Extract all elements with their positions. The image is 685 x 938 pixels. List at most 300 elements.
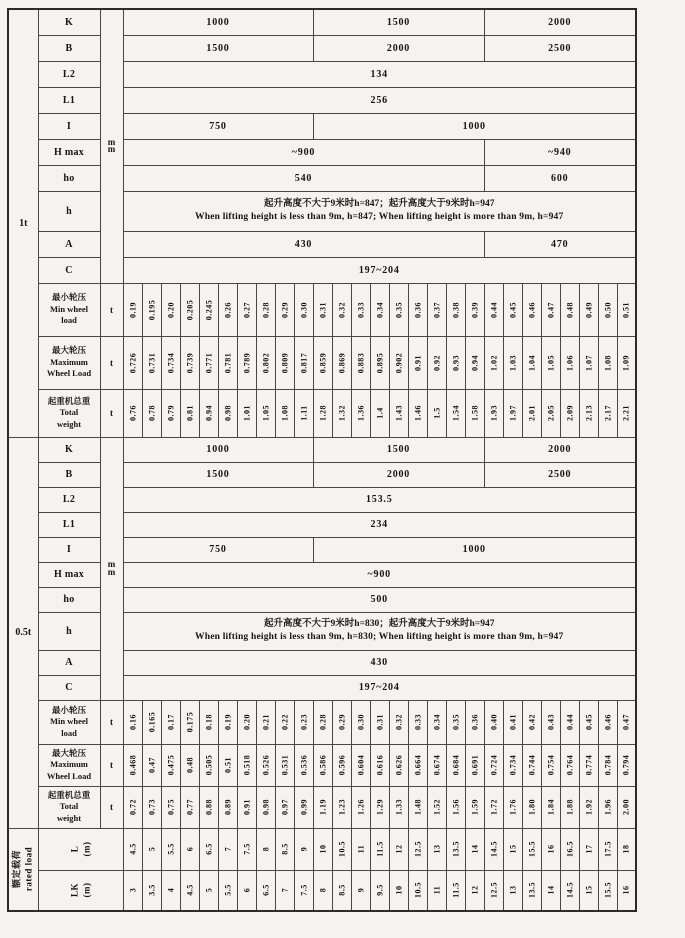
value-cell bbox=[541, 389, 560, 437]
value-cell bbox=[256, 828, 275, 870]
rotated-value: 1.88 bbox=[565, 799, 574, 815]
value-cell bbox=[180, 870, 199, 911]
value-cell bbox=[389, 389, 408, 437]
value-cell bbox=[123, 786, 142, 828]
rotated-value: 0.32 bbox=[337, 301, 346, 318]
rotated-value: 0.34 bbox=[432, 714, 441, 730]
rotated-value: 0.734 bbox=[166, 352, 175, 373]
value-cell bbox=[332, 389, 351, 437]
table-row bbox=[8, 437, 636, 462]
unit-t: t bbox=[100, 744, 123, 786]
value-cell bbox=[427, 283, 446, 336]
value-cell bbox=[522, 283, 541, 336]
rotated-value: 0.93 bbox=[451, 354, 460, 371]
rotated-value: 1.23 bbox=[337, 799, 346, 815]
rotated-value: 11 bbox=[356, 844, 365, 854]
value-cell bbox=[446, 870, 465, 911]
label-line: load bbox=[61, 315, 77, 326]
rotated-value: 11 bbox=[432, 885, 441, 895]
rotated-value: 1.56 bbox=[451, 799, 460, 815]
value-cell bbox=[541, 786, 560, 828]
rotated-value: 0.79 bbox=[166, 405, 175, 421]
value-cell bbox=[123, 828, 142, 870]
rotated-value: 0.809 bbox=[280, 352, 289, 373]
value-cell bbox=[275, 870, 294, 911]
mm-line: m bbox=[107, 144, 116, 155]
rotated-value: 0.98 bbox=[223, 405, 232, 421]
value-cell bbox=[275, 389, 294, 437]
value-cell bbox=[256, 389, 275, 437]
dim-value-cell: 500 bbox=[123, 587, 636, 612]
rotated-value: 0.586 bbox=[318, 754, 327, 776]
value-cell bbox=[389, 283, 408, 336]
rotated-value: 0.35 bbox=[394, 301, 403, 318]
value-cell bbox=[617, 389, 636, 437]
dim-value-cell: 1000 bbox=[313, 537, 636, 562]
table-row bbox=[8, 828, 636, 870]
rotated-value: 0.505 bbox=[204, 754, 213, 776]
unit-t: t bbox=[100, 336, 123, 389]
value-cell bbox=[579, 700, 598, 744]
rotated-value: 14.5 bbox=[565, 882, 574, 899]
rotated-value: 0.37 bbox=[432, 301, 441, 318]
rotated-value: 1.26 bbox=[356, 799, 365, 815]
rotated-value: 0.73 bbox=[147, 799, 156, 815]
rotated-value: 14 bbox=[546, 885, 555, 895]
value-cell bbox=[237, 828, 256, 870]
value-cell bbox=[389, 828, 408, 870]
value-cell bbox=[256, 336, 275, 389]
dim-value-cell: 197~204 bbox=[123, 675, 636, 700]
span-row-label-lk bbox=[38, 870, 123, 911]
value-cell bbox=[579, 744, 598, 786]
rotated-value: 0.21 bbox=[261, 714, 270, 730]
value-cell bbox=[465, 786, 484, 828]
rotated-value: 4.5 bbox=[128, 843, 137, 855]
mm-line: m bbox=[107, 136, 116, 147]
value-cell bbox=[256, 283, 275, 336]
rotated-value: 0.91 bbox=[413, 354, 422, 371]
rotated-value: 0.27 bbox=[242, 301, 251, 318]
value-cell bbox=[313, 283, 332, 336]
label-line: 最大轮压 bbox=[51, 747, 86, 758]
rotated-value: 15.5 bbox=[603, 882, 612, 899]
value-cell bbox=[199, 744, 218, 786]
dim-value-cell: 1000 bbox=[313, 113, 636, 139]
value-cell bbox=[370, 870, 389, 911]
value-cell bbox=[617, 786, 636, 828]
value-cell bbox=[142, 283, 161, 336]
rotated-value: 0.596 bbox=[337, 754, 346, 776]
rotated-value: 0.32 bbox=[394, 714, 403, 730]
span-label-line: LK bbox=[68, 883, 79, 898]
wheel-row-label bbox=[38, 283, 100, 336]
wheel-row-label bbox=[38, 786, 100, 828]
rotated-value: 0.34 bbox=[375, 301, 384, 318]
rotated-value: 1.05 bbox=[261, 405, 270, 421]
rotated-value: 0.744 bbox=[527, 754, 536, 776]
value-cell bbox=[161, 283, 180, 336]
load-section-label: 0.5t bbox=[8, 437, 38, 828]
rotated-value: 2.21 bbox=[621, 405, 631, 421]
label-line: Total bbox=[59, 407, 79, 418]
value-cell bbox=[237, 870, 256, 911]
value-cell bbox=[408, 744, 427, 786]
rotated-value: 0.726 bbox=[128, 352, 137, 373]
value-cell bbox=[180, 786, 199, 828]
value-cell bbox=[560, 336, 579, 389]
label-line: Min wheel bbox=[49, 716, 88, 727]
value-cell bbox=[579, 283, 598, 336]
rotated-value: 0.895 bbox=[375, 352, 384, 373]
table-row bbox=[8, 870, 636, 911]
rotated-value: 0.94 bbox=[204, 405, 213, 421]
label-line: weight bbox=[56, 418, 82, 429]
rotated-value: 16 bbox=[621, 885, 631, 895]
label-line: Wheel Load bbox=[46, 368, 92, 379]
param-label-a: A bbox=[38, 650, 100, 675]
note-line: 起升高度不大于9米时h=830；起升高度大于9米时h=947 bbox=[264, 619, 495, 630]
rotated-value: 0.33 bbox=[413, 714, 422, 730]
value-cell bbox=[161, 700, 180, 744]
rotated-value: 0.97 bbox=[280, 799, 289, 815]
value-cell bbox=[598, 786, 617, 828]
value-cell bbox=[465, 389, 484, 437]
value-cell bbox=[294, 700, 313, 744]
rotated-value: 1.43 bbox=[394, 405, 403, 421]
label-line: Wheel Load bbox=[46, 770, 92, 781]
value-cell bbox=[446, 336, 465, 389]
value-cell bbox=[313, 786, 332, 828]
param-label-k: K bbox=[38, 9, 100, 35]
value-cell bbox=[275, 786, 294, 828]
rotated-value: 2.00 bbox=[621, 799, 631, 815]
value-cell bbox=[199, 700, 218, 744]
rotated-value: 7 bbox=[280, 888, 289, 893]
value-cell bbox=[237, 744, 256, 786]
rotated-value: 0.51 bbox=[621, 301, 631, 318]
value-cell bbox=[484, 283, 503, 336]
rotated-value: 0.28 bbox=[318, 714, 327, 730]
rotated-value: 1.5 bbox=[432, 407, 441, 419]
value-cell bbox=[465, 336, 484, 389]
label-line: Total bbox=[59, 801, 79, 812]
rotated-value: 0.42 bbox=[527, 714, 536, 730]
rotated-value: 0.764 bbox=[565, 754, 574, 776]
rotated-value: 0.47 bbox=[546, 301, 555, 318]
rotated-value: 0.46 bbox=[603, 714, 612, 730]
dim-value-cell: 430 bbox=[123, 650, 636, 675]
value-cell bbox=[161, 870, 180, 911]
value-cell bbox=[123, 283, 142, 336]
param-label-c: C bbox=[38, 675, 100, 700]
value-cell bbox=[617, 700, 636, 744]
rotated-value: 0.724 bbox=[489, 754, 498, 776]
rotated-value: 0.739 bbox=[185, 352, 194, 373]
value-cell bbox=[275, 283, 294, 336]
value-cell bbox=[484, 786, 503, 828]
rotated-value: 8.5 bbox=[337, 884, 346, 896]
rotated-value: 0.91 bbox=[242, 799, 251, 815]
rotated-value: 2.01 bbox=[527, 405, 536, 421]
value-cell bbox=[465, 870, 484, 911]
rotated-value: 5 bbox=[204, 888, 213, 893]
rotated-value: 15.5 bbox=[527, 841, 536, 857]
rotated-value: 0.94 bbox=[470, 354, 479, 371]
value-cell bbox=[313, 744, 332, 786]
dim-value-cell: 256 bbox=[123, 87, 636, 113]
value-cell bbox=[484, 700, 503, 744]
rotated-value: 0.245 bbox=[204, 299, 213, 320]
mm-unit-vertical bbox=[101, 558, 123, 577]
rotated-value: 10 bbox=[394, 885, 403, 895]
value-cell bbox=[161, 828, 180, 870]
value-cell bbox=[351, 336, 370, 389]
dim-value-cell: 1500 bbox=[123, 462, 313, 487]
value-cell bbox=[389, 870, 408, 911]
value-cell bbox=[199, 283, 218, 336]
dim-value-cell: 1000 bbox=[123, 437, 313, 462]
label-line: 起重机总重 bbox=[47, 789, 91, 800]
value-cell bbox=[541, 744, 560, 786]
value-cell bbox=[446, 283, 465, 336]
rotated-value: 12.5 bbox=[413, 841, 422, 857]
value-cell bbox=[142, 786, 161, 828]
dim-value-cell: 2000 bbox=[313, 462, 484, 487]
value-cell bbox=[332, 870, 351, 911]
value-cell bbox=[370, 389, 389, 437]
value-cell bbox=[579, 389, 598, 437]
table-row bbox=[8, 786, 636, 828]
rotated-value: 0.89 bbox=[223, 799, 232, 815]
rotated-value: 13 bbox=[508, 885, 517, 895]
value-cell bbox=[389, 700, 408, 744]
value-cell bbox=[180, 389, 199, 437]
value-cell bbox=[541, 283, 560, 336]
value-cell bbox=[294, 744, 313, 786]
value-cell bbox=[313, 336, 332, 389]
value-cell bbox=[256, 786, 275, 828]
value-cell bbox=[484, 336, 503, 389]
value-cell bbox=[237, 700, 256, 744]
value-cell bbox=[560, 700, 579, 744]
rotated-value: 10.5 bbox=[413, 882, 422, 899]
value-cell bbox=[598, 870, 617, 911]
lifting-height-note-cell bbox=[123, 612, 636, 650]
value-cell bbox=[579, 336, 598, 389]
rotated-value: 2.17 bbox=[603, 405, 612, 421]
rotated-value: 1.06 bbox=[565, 354, 574, 371]
rotated-value: 6 bbox=[242, 888, 251, 893]
value-cell bbox=[351, 786, 370, 828]
rotated-value: 1.93 bbox=[489, 405, 498, 421]
rotated-value: 1.08 bbox=[603, 354, 612, 371]
value-cell bbox=[503, 744, 522, 786]
value-cell bbox=[256, 870, 275, 911]
dim-value-cell: 2500 bbox=[484, 35, 636, 61]
rotated-value: 1.01 bbox=[242, 405, 251, 421]
param-label-l1: L1 bbox=[38, 512, 100, 537]
value-cell bbox=[351, 283, 370, 336]
rotated-value: 0.531 bbox=[280, 754, 289, 776]
rotated-value: 3.5 bbox=[147, 884, 156, 896]
value-cell bbox=[446, 786, 465, 828]
value-cell bbox=[351, 744, 370, 786]
rotated-value: 0.674 bbox=[432, 754, 441, 776]
rotated-value: 0.16 bbox=[128, 714, 137, 730]
rotated-value: 1.07 bbox=[584, 354, 593, 371]
label-line: 最大轮压 bbox=[51, 345, 86, 356]
rotated-value: 0.771 bbox=[204, 352, 213, 373]
value-cell bbox=[408, 283, 427, 336]
rotated-value: 17.5 bbox=[603, 841, 612, 857]
rotated-value: 1.97 bbox=[508, 405, 517, 421]
rotated-value: 1.32 bbox=[337, 405, 346, 421]
value-cell bbox=[484, 744, 503, 786]
rotated-value: 8 bbox=[261, 846, 270, 852]
dim-value-cell: 1500 bbox=[313, 9, 484, 35]
rotated-value: 0.781 bbox=[223, 352, 232, 373]
rotated-value: 9 bbox=[356, 888, 365, 893]
rotated-value: 1.84 bbox=[546, 799, 555, 815]
rotated-value: 0.26 bbox=[223, 301, 232, 318]
value-cell bbox=[218, 870, 237, 911]
rotated-value: 0.468 bbox=[128, 754, 137, 776]
value-cell bbox=[218, 786, 237, 828]
rotated-value: 0.684 bbox=[451, 754, 460, 776]
rotated-value: 0.76 bbox=[128, 405, 137, 421]
rotated-value: 1.09 bbox=[621, 354, 631, 371]
label-line: 最小轮压 bbox=[51, 292, 86, 303]
value-cell bbox=[408, 828, 427, 870]
value-cell bbox=[370, 744, 389, 786]
dim-value-cell: 234 bbox=[123, 512, 636, 537]
rotated-value: 0.817 bbox=[299, 352, 308, 373]
value-cell bbox=[408, 336, 427, 389]
rotated-value: 13.5 bbox=[451, 841, 460, 857]
param-label-i: I bbox=[38, 113, 100, 139]
value-cell bbox=[522, 744, 541, 786]
rotated-value: 16 bbox=[546, 844, 555, 854]
param-label-h-max: H max bbox=[38, 139, 100, 165]
dim-value-cell: 153.5 bbox=[123, 487, 636, 512]
span-label-line: (m) bbox=[80, 882, 91, 898]
value-cell bbox=[446, 389, 465, 437]
rotated-value: 0.869 bbox=[337, 352, 346, 373]
rotated-value: 0.691 bbox=[470, 754, 479, 776]
value-cell bbox=[427, 744, 446, 786]
label-line: Maximum bbox=[50, 356, 88, 367]
label-line: 最小轮压 bbox=[51, 704, 86, 715]
label-line: Min wheel bbox=[49, 303, 88, 314]
value-cell bbox=[560, 744, 579, 786]
value-cell bbox=[142, 700, 161, 744]
rotated-value: 1.03 bbox=[508, 354, 517, 371]
value-cell bbox=[617, 828, 636, 870]
table-row bbox=[8, 283, 636, 336]
span-row-label-l bbox=[38, 828, 123, 870]
rotated-value: 0.664 bbox=[413, 754, 422, 776]
value-cell bbox=[427, 336, 446, 389]
rotated-value: 0.754 bbox=[546, 754, 555, 776]
rotated-value: 17 bbox=[584, 844, 593, 854]
rotated-value: 0.38 bbox=[451, 301, 460, 318]
value-cell bbox=[218, 828, 237, 870]
value-cell bbox=[617, 336, 636, 389]
value-cell bbox=[180, 744, 199, 786]
value-cell bbox=[465, 700, 484, 744]
rotated-value: 0.46 bbox=[527, 301, 536, 318]
value-cell bbox=[275, 828, 294, 870]
rotated-value: 1.36 bbox=[356, 405, 365, 421]
value-cell bbox=[484, 828, 503, 870]
value-cell bbox=[579, 828, 598, 870]
value-cell bbox=[218, 700, 237, 744]
dim-value-cell: 134 bbox=[123, 61, 636, 87]
rotated-value: 0.36 bbox=[413, 301, 422, 318]
value-cell bbox=[142, 744, 161, 786]
value-cell bbox=[332, 336, 351, 389]
value-cell bbox=[579, 786, 598, 828]
wheel-row-label bbox=[38, 336, 100, 389]
value-cell bbox=[199, 336, 218, 389]
param-label-b: B bbox=[38, 35, 100, 61]
note-line: When lifting height is less than 9m, h=830; When lifting height is more than 9m, h=947 bbox=[195, 632, 564, 642]
rotated-value: 0.475 bbox=[166, 754, 175, 776]
rotated-value: 0.45 bbox=[508, 301, 517, 318]
value-cell bbox=[617, 744, 636, 786]
rotated-value: 0.44 bbox=[565, 714, 574, 730]
rotated-value: 1.76 bbox=[508, 799, 517, 815]
rotated-value: 0.22 bbox=[280, 714, 289, 730]
rotated-value: 0.99 bbox=[299, 799, 308, 815]
rotated-value: 0.802 bbox=[261, 352, 270, 373]
value-cell bbox=[180, 283, 199, 336]
rotated-value: 0.20 bbox=[242, 714, 251, 730]
value-cell bbox=[560, 786, 579, 828]
rotated-value: 5.5 bbox=[166, 843, 175, 855]
value-cell bbox=[408, 389, 427, 437]
value-cell bbox=[294, 870, 313, 911]
rotated-value: 0.50 bbox=[603, 301, 612, 318]
value-cell bbox=[180, 700, 199, 744]
table-row bbox=[8, 389, 636, 437]
mm-unit-vertical bbox=[101, 136, 123, 155]
value-cell bbox=[370, 336, 389, 389]
label-line: weight bbox=[56, 812, 82, 823]
span-label-vertical-text bbox=[69, 883, 92, 898]
note-line: 起升高度不大于9米时h=847；起升高度大于9米时h=947 bbox=[264, 199, 495, 210]
dim-value-cell: 540 bbox=[123, 165, 484, 191]
rotated-value: 0.45 bbox=[584, 714, 593, 730]
dim-value-cell: 1500 bbox=[313, 437, 484, 462]
param-label-k: K bbox=[38, 437, 100, 462]
value-cell bbox=[579, 870, 598, 911]
wheel-row-label bbox=[38, 700, 100, 744]
dim-value-cell: 2000 bbox=[484, 437, 636, 462]
value-cell bbox=[427, 786, 446, 828]
span-label-vertical-text bbox=[69, 842, 92, 857]
value-cell bbox=[332, 744, 351, 786]
value-cell bbox=[161, 389, 180, 437]
rotated-value: 8 bbox=[318, 888, 327, 893]
rotated-value: 10.5 bbox=[337, 841, 346, 857]
value-cell bbox=[427, 389, 446, 437]
param-label-h: h bbox=[38, 612, 100, 650]
rotated-value: 0.20 bbox=[166, 301, 175, 318]
rotated-value: 1.72 bbox=[489, 799, 498, 815]
rotated-value: 0.883 bbox=[356, 352, 365, 373]
